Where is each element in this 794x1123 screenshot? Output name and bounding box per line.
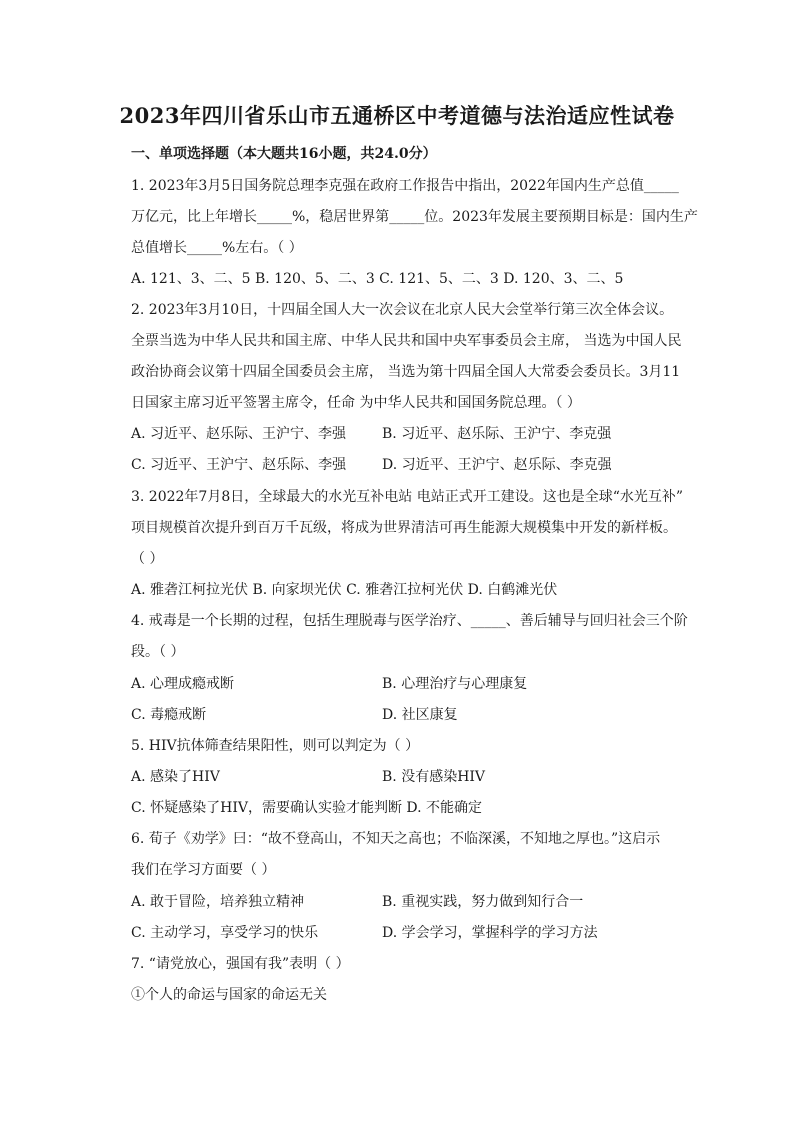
- question-1-options: A. 121、3、二、5 B. 120、5、二、3 C. 121、5、二、3 D. 120、3、二、5: [131, 271, 624, 287]
- question-5-option-a: A. 感染了HIV: [131, 769, 220, 785]
- question-5-options-cd: C. 怀疑感染了HIV，需要确认实验才能判断 D. 不能确定: [131, 800, 483, 816]
- question-3-line-1: 3. 2022年7月8日，全球最大的水光互补电站 电站正式开工建设。这也是全球“水光互补”: [131, 489, 684, 505]
- question-6-option-d: D. 学会学习，掌握科学的学习方法: [382, 925, 598, 941]
- question-3-line-3: （ ）: [131, 551, 164, 567]
- question-2-line-1: 2. 2023年3月10日，十四届全国人大一次会议在北京人民大会堂举行第三次全体会议。: [131, 302, 674, 318]
- question-2-option-c: C. 习近平、王沪宁、赵乐际、李强: [131, 457, 347, 473]
- question-1-line-2: 万亿元，比上年增长_____%，稳居世界第_____位。2023年发展主要预期目标是：国内生产: [131, 209, 698, 225]
- question-1-line-1: 1. 2023年3月5日国务院总理李克强在政府工作报告中指出，2022年国内生产总值_____: [131, 178, 679, 194]
- question-2-line-2: 全票当选为中华人民共和国主席、中华人民共和国中央军事委员会主席， 当选为中国人民: [131, 333, 682, 349]
- exam-title: 2023年四川省乐山市五通桥区中考道德与法治适应性试卷: [119, 103, 675, 128]
- question-5-option-b: B. 没有感染HIV: [382, 769, 486, 785]
- question-4-option-c: C. 毒瘾戒断: [131, 707, 207, 723]
- question-5-line-1: 5. HIV抗体筛查结果阳性，则可以判定为（ ）: [131, 738, 420, 754]
- question-7-line-1: 7. “请党放心，强国有我”表明（ ）: [131, 956, 350, 972]
- question-4-line-1: 4. 戒毒是一个长期的过程，包括生理脱毒与医学治疗、_____、善后辅导与回归社会三个阶: [131, 613, 688, 629]
- question-6-option-c: C. 主动学习，享受学习的快乐: [131, 925, 319, 941]
- question-3-options: A. 雅砻江柯拉光伏 B. 向家坝光伏 C. 雅砻江拉柯光伏 D. 白鹤滩光伏: [131, 582, 558, 598]
- question-1-line-3: 总值增长_____%左右。（ ）: [131, 240, 303, 256]
- question-4-option-d: D. 社区康复: [382, 707, 458, 723]
- question-3-line-2: 项目规模首次提升到百万千瓦级，将成为世界清洁可再生能源大规模集中开发的新样板。: [131, 520, 677, 536]
- question-2-option-b: B. 习近平、赵乐际、王沪宁、李克强: [382, 426, 612, 442]
- question-2-option-d: D. 习近平、王沪宁、赵乐际、李克强: [382, 457, 612, 473]
- question-4-line-2: 段。（ ）: [131, 644, 185, 660]
- question-6-line-1: 6. 荀子《劝学》曰：“故不登高山，不知天之高也；不临深溪，不知地之厚也。”这启示: [131, 831, 661, 847]
- question-4-option-a: A. 心理成瘾戒断: [131, 676, 235, 692]
- question-2-line-3: 政治协商会议第十四届全国委员会主席， 当选为第十四届全国人大常委会委员长。3月11: [131, 364, 681, 380]
- question-6-option-a: A. 敢于冒险，培养独立精神: [131, 894, 305, 910]
- question-2-line-4: 日国家主席习近平签署主席令，任命 为中华人民共和国国务院总理。（ ）: [131, 395, 581, 411]
- question-6-line-2: 我们在学习方面要（ ）: [131, 862, 276, 878]
- question-4-option-b: B. 心理治疗与心理康复: [382, 676, 528, 692]
- question-7-statement-1: ①个人的命运与国家的命运无关: [131, 987, 327, 1003]
- question-6-option-b: B. 重视实践，努力做到知行合一: [382, 894, 584, 910]
- question-2-option-a: A. 习近平、赵乐际、王沪宁、李强: [131, 426, 347, 442]
- section-heading: 一、单项选择题（本大题共16小题，共24.0分）: [131, 146, 437, 162]
